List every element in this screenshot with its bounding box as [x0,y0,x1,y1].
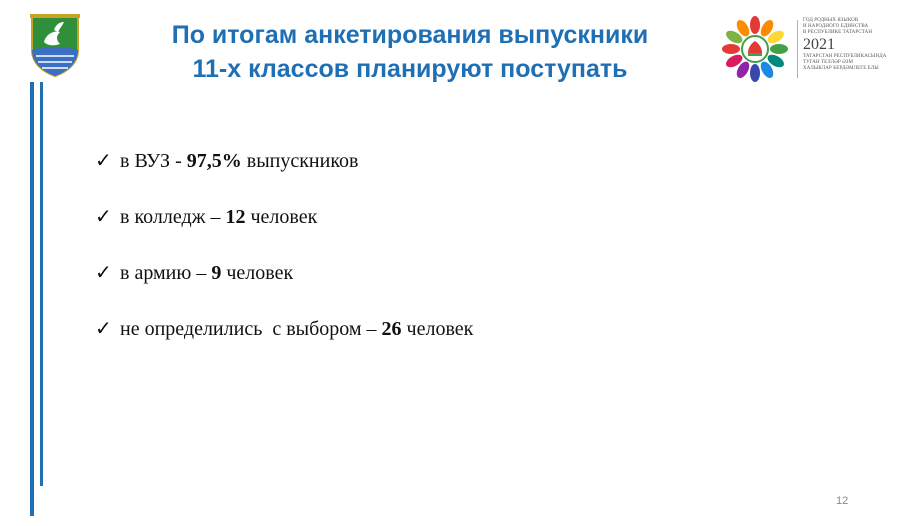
bullet-item-undecided [95,316,795,372]
bullet-text: в колледж – [115,206,226,228]
title-line-2: 11-х классов планируют поступать [192,55,628,83]
logo-year: 2021 [803,36,835,53]
bullet-value: 12 [225,206,246,228]
bullet-item-college [95,204,795,260]
checkmark-icon: ✓ [95,262,112,284]
logo-line: И НАРОДНОГО ЕДИНСТВА [803,24,869,29]
logo-line: ТУГАН ТЕЛЛӘР ӘЗМ [803,60,854,65]
bullet-item-university [95,148,795,204]
bullet-text: в ВУЗ - [115,150,187,172]
year-logo [720,14,900,84]
checkmark-icon: ✓ [95,318,112,340]
logo-line: В РЕСПУБЛИКЕ ТАТАРСТАН [803,30,873,35]
year-emblem-icon [720,14,790,84]
bullet-text: в армию – [115,262,212,284]
logo-line: ТАТАРСТАН РЕСПУБЛИКАСЫНДА [803,54,887,59]
logo-line: ГОД РОДНЫХ ЯЗЫКОВ [803,18,859,23]
title-line-1: По итогам анкетирования выпускники [171,21,649,49]
bullet-text: человек [221,262,294,284]
logo-line: ХАЛЫКЛАР БЕРДӘМЛЕГЕ ЕЛЫ [803,66,879,71]
bullet-value: 26 [381,318,402,340]
bullet-value: 97,5% [186,150,242,172]
checkmark-icon: ✓ [95,150,112,172]
logo-divider [797,20,798,78]
bullet-text: человек [401,318,474,340]
bullet-item-army [95,260,795,316]
checkmark-icon: ✓ [95,206,112,228]
logo-text [803,18,903,72]
bullet-value: 9 [211,262,222,284]
bullet-text: выпускников [241,150,359,172]
page-title [110,18,710,86]
left-accent-bar-thin [40,82,43,486]
bullet-text: человек [245,206,318,228]
left-accent-bar [30,82,34,516]
bullet-list [95,148,795,372]
coat-of-arms-icon [24,12,86,78]
page-number: 12 [836,495,849,507]
bullet-text: не определились с выбором – [115,318,382,340]
